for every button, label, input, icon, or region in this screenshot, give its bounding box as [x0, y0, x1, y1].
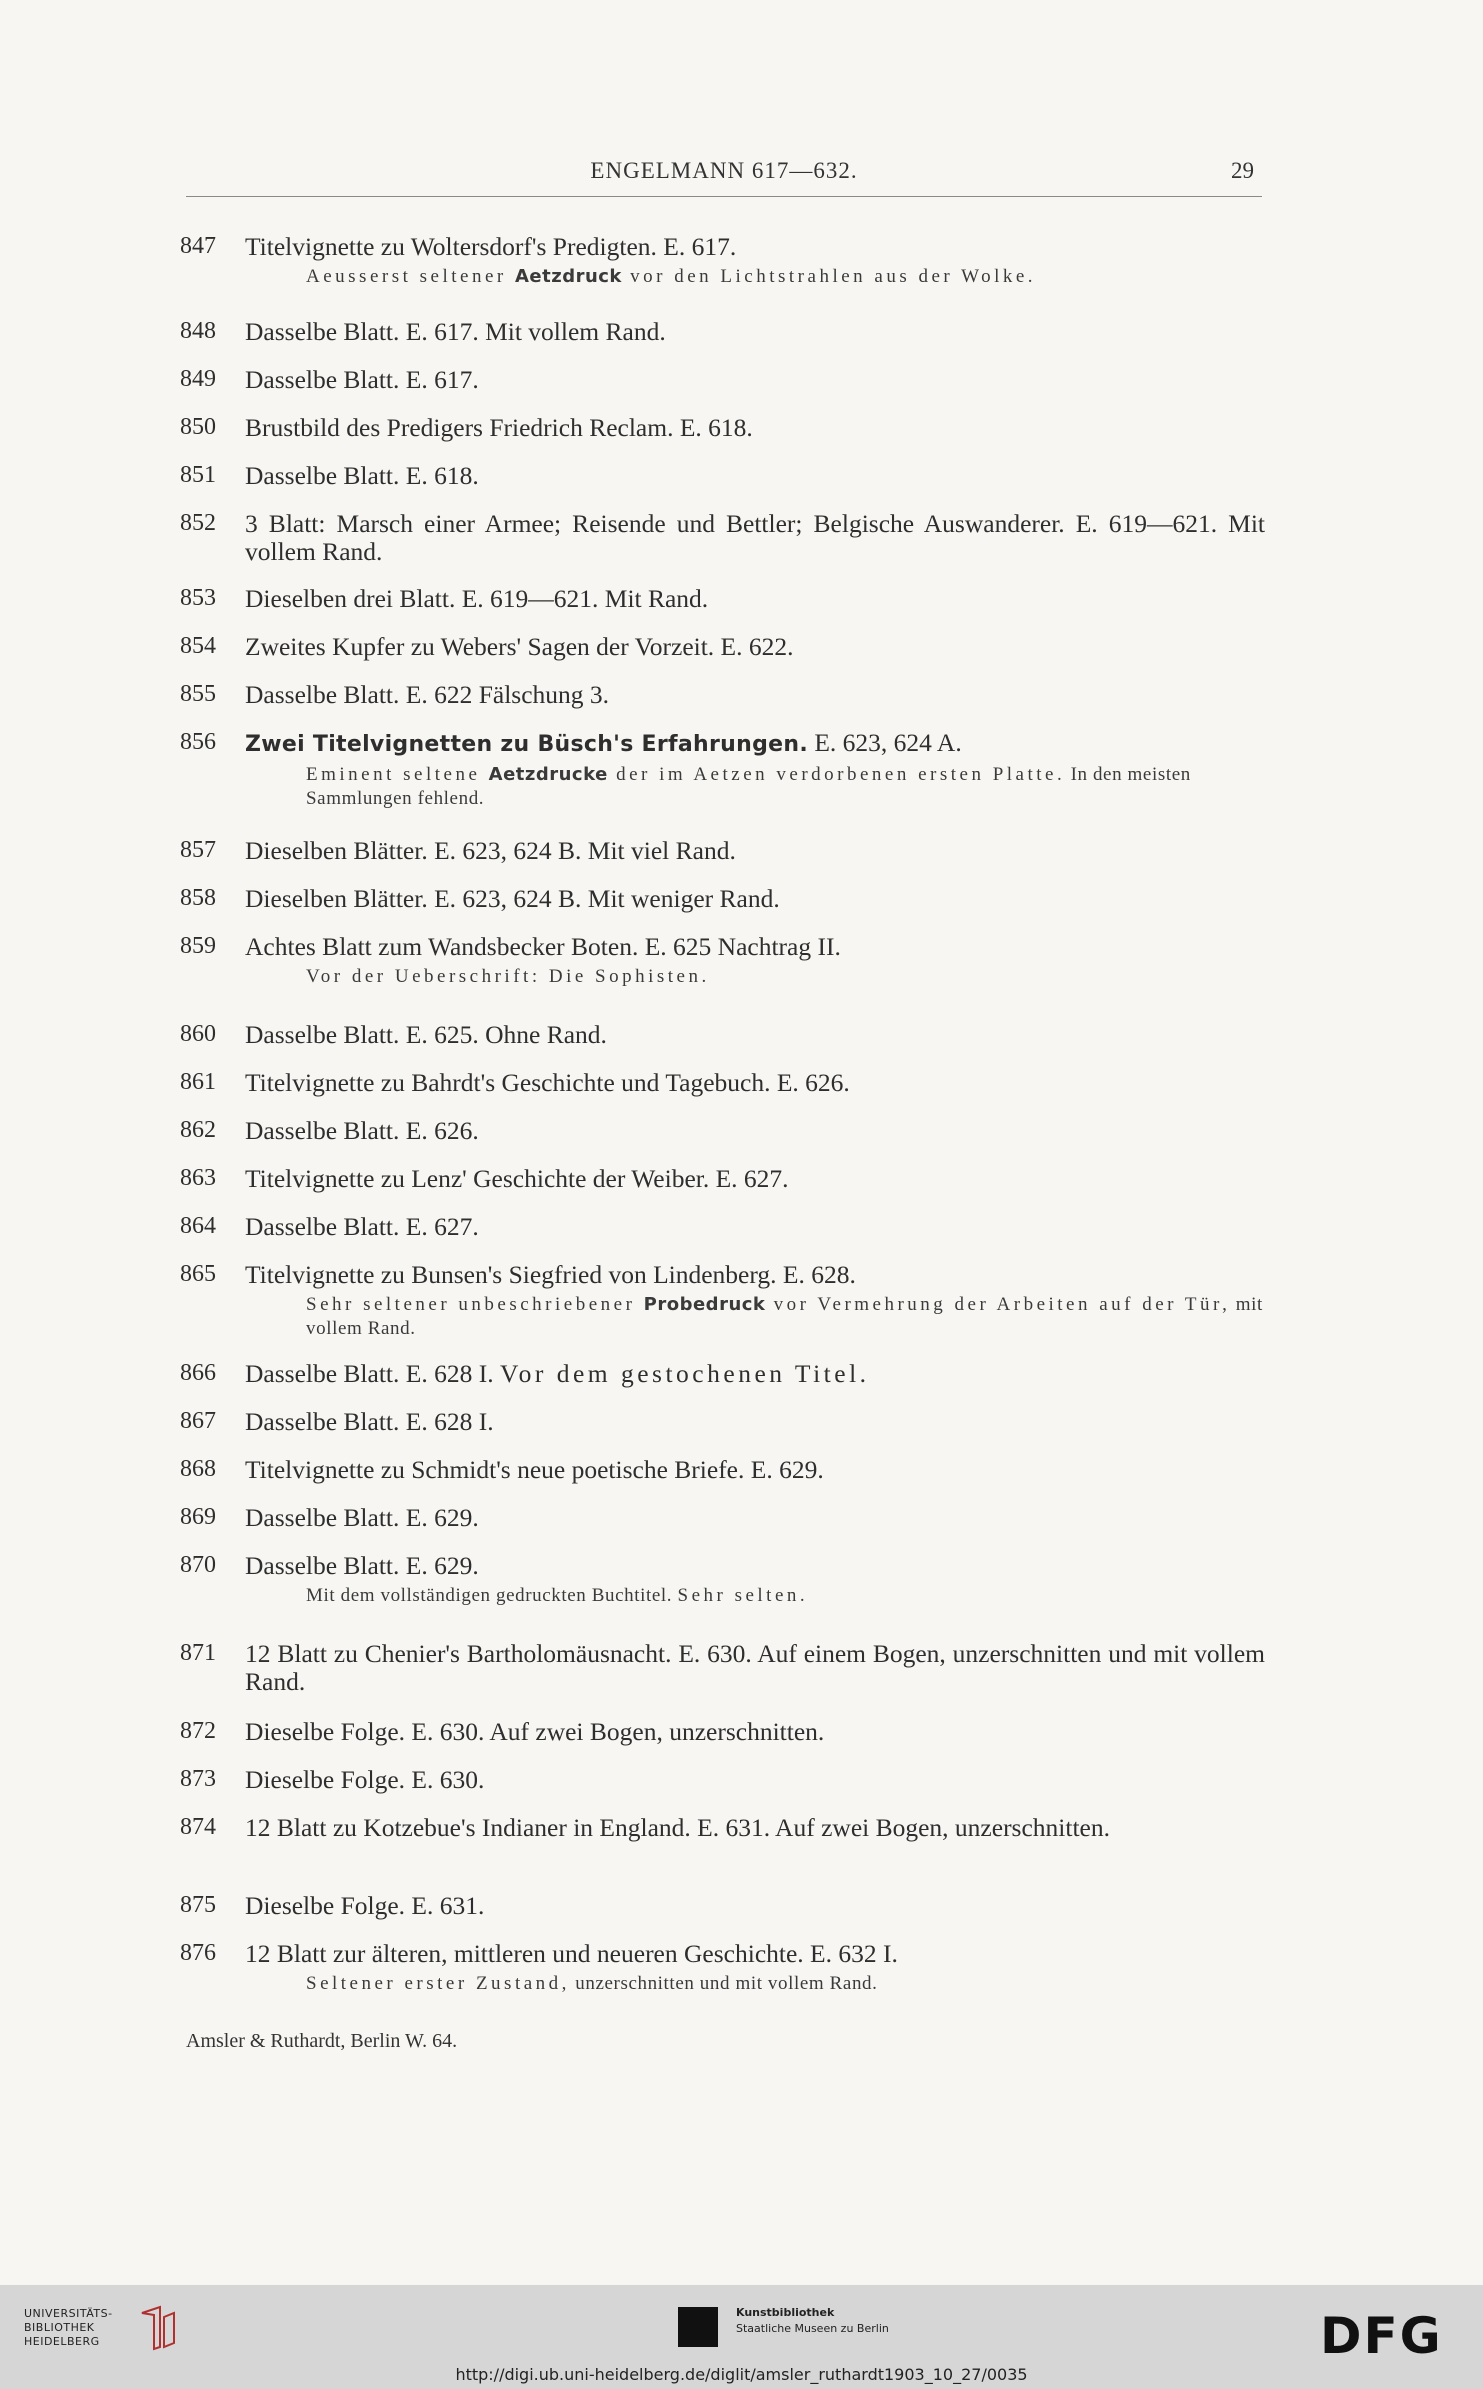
entry-text: Dieselbe Folge. E. 630. — [245, 1765, 485, 1794]
entry-number: 874 — [180, 1814, 216, 1840]
entry-text: Titelvignette zu Bahrdt's Geschichte und Tagebuch. E. 626. — [245, 1068, 850, 1097]
catalog-entry — [180, 933, 1265, 989]
catalog-entry — [180, 1456, 1265, 1484]
kb-title: Kunstbibliothek — [736, 2306, 835, 2319]
entry-note-part: Probedruck — [643, 1294, 766, 1315]
entry-text: Dasselbe Blatt. E. 617. — [245, 365, 479, 394]
entry-number: 862 — [180, 1117, 216, 1143]
entry-text: Zweites Kupfer zu Webers' Sagen der Vorzeit. E. 622. — [245, 632, 794, 661]
catalog-entry — [180, 462, 1265, 490]
entry-text: Titelvignette zu Schmidt's neue poetische Briefe. E. 629. — [245, 1455, 824, 1484]
entry-text: Dieselben Blätter. E. 623, 624 B. Mit viel Rand. — [245, 836, 736, 865]
dfg-logo: DFG — [1320, 2307, 1443, 2365]
catalog-entry — [180, 633, 1265, 661]
entry-text — [245, 729, 1265, 759]
entry-text: Dasselbe Blatt. E. 618. — [245, 461, 479, 490]
entry-number: 869 — [180, 1504, 216, 1530]
entry-text: 12 Blatt zu Chenier's Bartholomäusnacht. E. 630. Auf einem Bogen, unzerschnitten und mit vollem Rand. — [245, 1639, 1265, 1696]
entry-note-part: Aetzdruck — [514, 266, 622, 287]
university-line: BIBLIOTHEK — [24, 2321, 95, 2334]
catalog-entry — [180, 366, 1265, 394]
entry-number: 849 — [180, 366, 216, 392]
entry-note — [306, 965, 1265, 989]
catalog-entry — [180, 233, 1265, 289]
catalog-entry — [180, 1892, 1265, 1920]
entry-note — [306, 1972, 1265, 1996]
catalog-entry — [180, 1552, 1265, 1608]
entry-text: Achtes Blatt zum Wandsbecker Boten. E. 625 Nachtrag II. — [245, 932, 841, 961]
entry-number: 855 — [180, 681, 216, 707]
catalog-entry — [180, 318, 1265, 346]
entry-text: Titelvignette zu Woltersdorf's Predigten. E. 617. — [245, 232, 737, 261]
entry-number: 850 — [180, 414, 216, 440]
entry-number: 871 — [180, 1640, 216, 1666]
running-header — [186, 152, 1262, 192]
kunstbibliothek-label — [736, 2305, 889, 2337]
entry-number: 856 — [180, 729, 216, 755]
entry-number: 867 — [180, 1408, 216, 1434]
entry-text-part: Vor dem gestochenen Titel. — [499, 1359, 870, 1388]
entry-text: Dieselben drei Blatt. E. 619—621. Mit Rand. — [245, 584, 709, 613]
catalog-entry — [180, 414, 1265, 442]
entry-note-part: Vor der Ueberschrift: Die Sophisten. — [306, 966, 710, 987]
entry-text: 12 Blatt zur älteren, mittleren und neueren Geschichte. E. 632 I. — [245, 1939, 898, 1968]
entry-text: Dasselbe Blatt. E. 629. — [245, 1551, 479, 1580]
university-library-label — [24, 2307, 113, 2349]
entry-note-part: Aeusserst seltener — [306, 266, 515, 287]
entry-number: 873 — [180, 1766, 216, 1792]
catalog-entry — [180, 1814, 1265, 1842]
entry-text: Dasselbe Blatt. E. 625. Ohne Rand. — [245, 1020, 607, 1049]
catalog-entry — [180, 729, 1265, 811]
entry-note-part: der im Aetzen verdorbenen ersten Platte. — [607, 764, 1066, 785]
catalog-entry — [180, 585, 1265, 613]
catalog-entry — [180, 1766, 1265, 1794]
header-rule — [186, 196, 1262, 197]
entry-text: Dieselbe Folge. E. 630. Auf zwei Bogen, unzerschnitten. — [245, 1717, 825, 1746]
catalog-entry — [180, 885, 1265, 913]
entry-number: 853 — [180, 585, 216, 611]
entry-text-part: E. 623, 624 A. — [807, 728, 962, 757]
entry-number: 857 — [180, 837, 216, 863]
entry-note-part: In den meisten Sammlungen fehlend. — [306, 764, 1191, 809]
catalog-entry — [180, 510, 1265, 566]
entry-note-part: vor den Lichtstrahlen aus der Wolke. — [621, 266, 1037, 287]
entry-note-part: Sehr seltener unbeschriebener — [306, 1294, 644, 1315]
entry-text: Dieselben Blätter. E. 623, 624 B. Mit weniger Rand. — [245, 884, 780, 913]
catalog-entry — [180, 1117, 1265, 1145]
entry-text: Titelvignette zu Bunsen's Siegfried von Lindenberg. E. 628. — [245, 1260, 856, 1289]
header-title: ENGELMANN 617—632. — [590, 158, 858, 183]
entry-text: Dasselbe Blatt. E. 626. — [245, 1116, 479, 1145]
entry-text: Dasselbe Blatt. E. 627. — [245, 1212, 479, 1241]
entry-text: Dieselbe Folge. E. 631. — [245, 1891, 485, 1920]
entry-number: 863 — [180, 1165, 216, 1191]
entry-text: Dasselbe Blatt. E. 617. Mit vollem Rand. — [245, 317, 666, 346]
entry-text: Dasselbe Blatt. E. 629. — [245, 1503, 479, 1532]
entry-text-part: Dasselbe Blatt. E. 628 I. — [245, 1359, 500, 1388]
entry-note — [306, 1584, 1265, 1608]
entry-number: 865 — [180, 1261, 216, 1287]
entry-number: 870 — [180, 1552, 216, 1578]
entry-text: 12 Blatt zu Kotzebue's Indianer in England. E. 631. Auf zwei Bogen, unzerschnitten. — [245, 1813, 1110, 1842]
entry-number: 859 — [180, 933, 216, 959]
entry-note-part: Sehr selten. — [677, 1585, 809, 1606]
entry-text: Dasselbe Blatt. E. 622 Fälschung 3. — [245, 680, 610, 709]
university-logo-icon — [138, 2303, 178, 2351]
entry-note — [306, 265, 1265, 289]
catalog-entry — [180, 681, 1265, 709]
entry-number: 875 — [180, 1892, 216, 1918]
entry-text-part: Zwei Titelvignetten zu Büsch's Erfahrungen. — [245, 732, 808, 757]
page-number: 29 — [1231, 158, 1254, 183]
entry-number: 866 — [180, 1360, 216, 1386]
catalog-entry — [180, 1069, 1265, 1097]
source-url-link[interactable]: http://digi.ub.uni-heidelberg.de/diglit/amsler_ruthardt1903_10_27/0035 — [455, 2365, 1028, 2384]
entry-number: 860 — [180, 1021, 216, 1047]
entry-text: 3 Blatt: Marsch einer Armee; Reisende und Bettler; Belgische Auswanderer. E. 619—621. Mit vollem Rand. — [245, 509, 1265, 566]
entry-note-part: unzerschnitten und mit vollem Rand. — [569, 1973, 878, 1994]
kb-subtitle: Staatliche Museen zu Berlin — [736, 2322, 889, 2335]
entry-number: 864 — [180, 1213, 216, 1239]
university-line: HEIDELBERG — [24, 2335, 100, 2348]
university-line: UNIVERSITÄTS- — [24, 2307, 113, 2320]
catalog-entry — [180, 837, 1265, 865]
entry-note-part: Seltener erster Zustand, — [306, 1973, 570, 1994]
catalog-entry — [180, 1718, 1265, 1746]
entry-number: 851 — [180, 462, 216, 488]
catalog-entry — [180, 1360, 1265, 1388]
entry-number: 876 — [180, 1940, 216, 1966]
footer-bar — [0, 2285, 1483, 2389]
entry-number: 847 — [180, 233, 216, 259]
catalog-entry — [180, 1408, 1265, 1436]
kunstbibliothek-logo-icon — [678, 2307, 718, 2347]
catalog-entry — [180, 1640, 1265, 1696]
entry-number: 854 — [180, 633, 216, 659]
entry-text — [245, 1360, 1265, 1388]
catalog-entry — [180, 1021, 1265, 1049]
entry-number: 861 — [180, 1069, 216, 1095]
entry-note-part: Mit dem vollständigen gedruckten Buchtitel. — [306, 1585, 678, 1606]
catalog-entry — [180, 1213, 1265, 1241]
publisher-line: Amsler & Ruthardt, Berlin W. 64. — [186, 2030, 458, 2052]
entry-number: 872 — [180, 1718, 216, 1744]
entry-text: Brustbild des Predigers Friedrich Reclam. E. 618. — [245, 413, 753, 442]
entry-note-part: Eminent seltene — [306, 764, 489, 785]
catalog-entry — [180, 1261, 1265, 1341]
entry-note-part: Aetzdrucke — [488, 764, 608, 785]
catalog-entry — [180, 1504, 1265, 1532]
entry-text: Dasselbe Blatt. E. 628 I. — [245, 1407, 494, 1436]
entry-number: 848 — [180, 318, 216, 344]
entry-text: Titelvignette zu Lenz' Geschichte der Weiber. E. 627. — [245, 1164, 789, 1193]
catalog-entry — [180, 1940, 1265, 1996]
entry-note-part: vor Vermehrung der Arbeiten auf der Tür, — [765, 1294, 1231, 1315]
entry-number: 868 — [180, 1456, 216, 1482]
entry-number: 852 — [180, 510, 216, 536]
entry-note-part: mit vollem Rand. — [306, 1294, 1263, 1339]
entry-note — [306, 763, 1265, 811]
catalog-entry — [180, 1165, 1265, 1193]
entry-note — [306, 1293, 1265, 1341]
entry-number: 858 — [180, 885, 216, 911]
